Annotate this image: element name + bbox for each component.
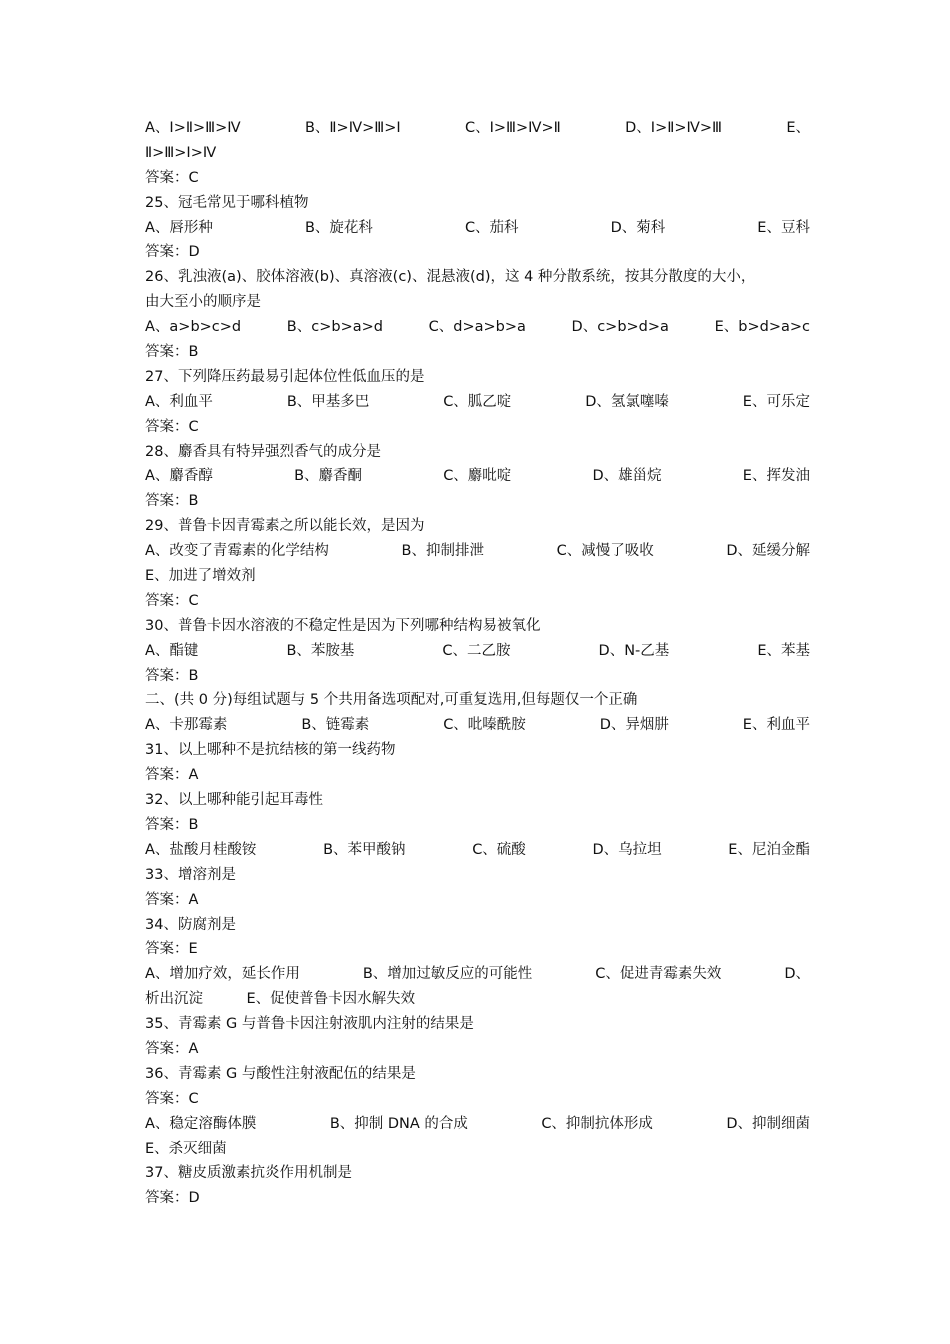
option-item: A、唇形种 (145, 219, 213, 236)
option-item: E、 (786, 120, 810, 136)
option-item: C、麝吡啶 (443, 468, 512, 485)
option-item: C、二乙胺 (442, 642, 511, 659)
option-row (145, 216, 810, 241)
option-row (145, 1112, 810, 1137)
option-item: E、豆科 (757, 219, 810, 236)
option-item: B、链霉素 (301, 717, 370, 734)
option-item: C、Ⅰ>Ⅲ>Ⅳ>Ⅱ (464, 120, 561, 136)
option-item: D、氢氯噻嗪 (585, 393, 669, 410)
option-item: A、利血平 (145, 393, 213, 410)
document-page (145, 116, 810, 1211)
option-item: E、可乐定 (742, 393, 810, 410)
option-item: A、增加疗效，延长作用 (145, 966, 300, 983)
question-line: 30、普鲁卡因水溶液的不稳定性是因为下列哪种结构易被氧化 (145, 617, 541, 634)
option-item: E、尼泊金酯 (728, 841, 810, 858)
option-item: C、d>a>b>a (428, 319, 526, 336)
option-row (145, 315, 810, 340)
option-item: E、利血平 (742, 717, 810, 734)
answer-line: 答案：C (145, 418, 199, 435)
option-item: B、旋花科 (304, 219, 373, 236)
answer-line: 答案：A (145, 891, 199, 908)
option-item: D、抑制细菌 (726, 1115, 810, 1132)
question-line: 36、青霉素 G 与酸性注射液配伍的结果是 (145, 1065, 416, 1082)
answer-line: 答案：C (145, 1090, 199, 1107)
option-item: B、麝香酮 (294, 468, 363, 485)
option-item: C、促进青霉素失效 (595, 966, 722, 983)
question-line: 37、糖皮质激素抗炎作用机制是 (145, 1165, 352, 1182)
option-item: D、N-乙基 (598, 642, 670, 659)
option-item: C、胍乙啶 (443, 393, 512, 410)
option-row (145, 539, 810, 564)
option-item: D、延缓分解 (726, 543, 810, 560)
answer-line: 答案：A (145, 1040, 199, 1057)
question-line: 33、增溶剂是 (145, 866, 236, 883)
text-line: 由大至小的顺序是 (145, 294, 261, 311)
text-line: E、加进了增效剂 (145, 568, 256, 585)
question-line: 32、以上哪种能引起耳毒性 (145, 792, 323, 809)
answer-line: 答案：B (145, 493, 199, 510)
answer-line: 答案：B (145, 816, 199, 833)
option-row (145, 713, 810, 738)
option-item: D、 (784, 966, 810, 983)
option-item: A、Ⅰ>Ⅱ>Ⅲ>Ⅳ (145, 120, 241, 136)
option-row (145, 639, 810, 664)
option-item: A、a>b>c>d (145, 319, 242, 336)
option-item: B、Ⅱ>Ⅳ>Ⅲ>Ⅰ (304, 120, 401, 136)
text-line: E、杀灭细菌 (145, 1140, 227, 1157)
option-item: B、抑制 DNA 的合成 (329, 1115, 468, 1132)
option-item: D、菊科 (610, 219, 666, 236)
text-line: 析出沉淀 E、促使普鲁卡因水解失效 (145, 991, 416, 1008)
section-heading: 二、(共 0 分)每组试题与 5 个共用备选项配对,可重复选用,但每题仅一个正确 (145, 692, 638, 709)
option-item: D、雄甾烷 (592, 468, 662, 485)
option-item: A、稳定溶酶体膜 (145, 1115, 257, 1132)
answer-line: 答案：D (145, 244, 200, 261)
option-item: C、茄科 (464, 219, 519, 236)
answer-line: 答案：E (145, 941, 198, 958)
option-item: D、c>b>d>a (571, 319, 669, 336)
option-item: B、c>b>a>d (286, 319, 383, 336)
answer-line: 答案：D (145, 1190, 200, 1207)
option-item: B、甲基多巴 (286, 393, 370, 410)
option-item: E、苯基 (757, 642, 810, 659)
option-item: A、卡那霉素 (145, 717, 228, 734)
option-row (145, 962, 810, 987)
question-line: 29、普鲁卡因青霉素之所以能长效，是因为 (145, 518, 425, 535)
text-line: Ⅱ>Ⅲ>Ⅰ>Ⅳ (145, 144, 217, 161)
answer-line: 答案：C (145, 169, 199, 186)
option-item: A、酯键 (145, 642, 199, 659)
question-line: 34、防腐剂是 (145, 916, 236, 933)
option-item: A、麝香醇 (145, 468, 213, 485)
option-item: C、硫酸 (472, 841, 526, 858)
option-item: E、b>d>a>c (714, 319, 810, 336)
option-row (145, 116, 810, 141)
question-line: 31、以上哪种不是抗结核的第一线药物 (145, 742, 396, 759)
question-line: 28、麝香具有特异强烈香气的成分是 (145, 443, 381, 460)
option-item: E、挥发油 (742, 468, 810, 485)
question-line: 27、下列降压药最易引起体位性低血压的是 (145, 368, 425, 385)
question-line: 35、青霉素 G 与普鲁卡因注射液肌内注射的结果是 (145, 1016, 474, 1033)
option-item: C、吡嗪酰胺 (443, 717, 526, 734)
option-item: B、苯甲酸钠 (323, 841, 406, 858)
option-item: B、抑制排泄 (401, 543, 484, 560)
answer-line: 答案：C (145, 592, 199, 609)
option-row (145, 838, 810, 863)
option-item: D、Ⅰ>Ⅱ>Ⅳ>Ⅲ (625, 120, 723, 136)
answer-line: 答案：B (145, 344, 199, 361)
question-line: 26、乳浊液(a)、胶体溶液(b)、真溶液(c)、混悬液(d)，这 4 种分散系统，按其分散度的大小， (145, 269, 756, 286)
option-item: D、异烟肼 (599, 717, 669, 734)
option-item: B、苯胺基 (286, 642, 355, 659)
answer-line: 答案：B (145, 667, 199, 684)
option-item: A、改变了青霉素的化学结构 (145, 543, 329, 560)
option-item: D、乌拉坦 (592, 841, 662, 858)
question-line: 25、冠毛常见于哪科植物 (145, 194, 309, 211)
answer-line: 答案：A (145, 767, 199, 784)
option-item: C、抑制抗体形成 (541, 1115, 653, 1132)
option-item: C、减慢了吸收 (556, 543, 654, 560)
option-item: B、增加过敏反应的可能性 (362, 966, 533, 983)
option-item: A、盐酸月桂酸铵 (145, 841, 257, 858)
option-row (145, 390, 810, 415)
option-row (145, 464, 810, 489)
